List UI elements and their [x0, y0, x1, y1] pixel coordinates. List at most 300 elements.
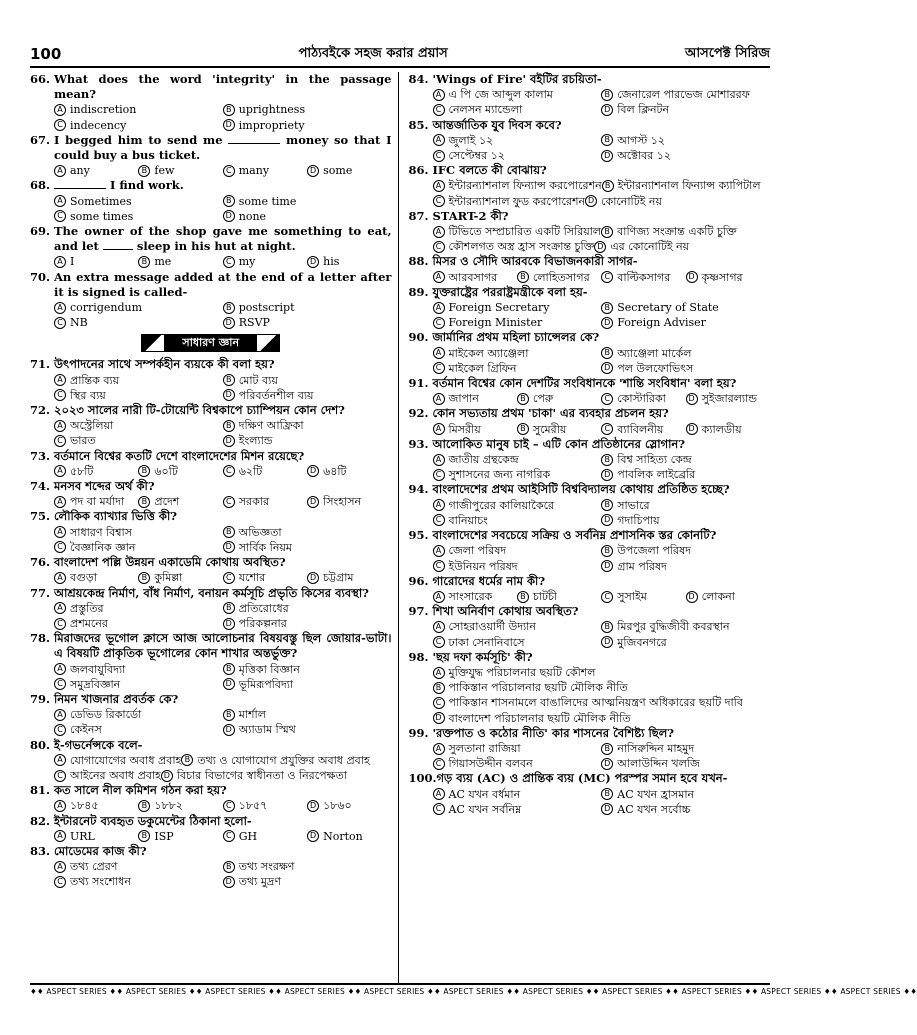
answer-option[interactable]	[54, 677, 223, 692]
option-letter-circle: D	[601, 362, 613, 374]
option-text: ব্যাবিলনীয়	[617, 422, 664, 436]
answer-option[interactable]	[223, 798, 307, 813]
question-text: বাংলাদেশ পল্লি উন্নয়ন একাডেমি কোথায় অবস্থিত?	[54, 555, 286, 570]
answer-option[interactable]	[307, 494, 391, 509]
answer-option[interactable]	[54, 300, 223, 315]
option-text: Foreign Secretary	[448, 301, 550, 315]
question-item	[409, 330, 771, 376]
option-letter-circle: A	[54, 861, 66, 873]
question-number: 83.	[30, 843, 51, 858]
answer-option[interactable]	[223, 874, 392, 889]
answer-option[interactable]	[433, 619, 602, 634]
answer-option[interactable]	[54, 418, 223, 433]
option-letter-circle: A	[433, 347, 445, 359]
answer-option[interactable]	[601, 315, 770, 330]
option-text: ঢাকা সেনানিবাসে	[448, 635, 525, 649]
answer-option[interactable]	[223, 102, 392, 117]
question-stem	[30, 72, 392, 102]
answer-option[interactable]	[223, 118, 392, 133]
answer-option[interactable]	[223, 707, 392, 722]
question-number: 93.	[408, 436, 429, 451]
answer-option[interactable]	[223, 300, 392, 315]
answer-option[interactable]	[138, 570, 222, 585]
option-letter-circle: D	[223, 210, 235, 222]
answer-option[interactable]	[433, 559, 602, 574]
option-letter-circle: D	[686, 423, 698, 435]
answer-options	[409, 787, 771, 817]
option-letter-circle: C	[54, 618, 66, 630]
answer-option[interactable]	[601, 589, 685, 604]
option-letter-circle: D	[601, 104, 613, 116]
question-stem	[30, 357, 392, 372]
answer-option[interactable]	[601, 391, 685, 406]
option-text: সিংহাসন	[323, 495, 362, 509]
option-letter-circle: A	[54, 602, 66, 614]
option-text: মৃত্তিকা বিজ্ঞান	[238, 662, 300, 676]
option-text: তথ্য ও যোগাযোগ প্রযুক্তির অবাধ প্রবাহ	[197, 753, 370, 767]
option-letter-circle: D	[585, 195, 597, 207]
question-text: উৎপাদনের সাথে সম্পর্কহীন ব্যয়কে কী বলা হয়?	[54, 357, 275, 372]
answer-option[interactable]	[517, 589, 601, 604]
question-number: 98.	[408, 649, 429, 664]
answer-options	[409, 87, 771, 117]
option-text: অক্টোবর ১২	[617, 149, 671, 163]
answer-option[interactable]	[601, 741, 770, 756]
option-text: AC যখন সর্বোচ্চ	[617, 802, 691, 816]
answer-option[interactable]	[433, 194, 586, 209]
option-text: ভারত	[70, 434, 96, 448]
answer-option[interactable]	[307, 570, 391, 585]
option-text: সুশাসনের জন্য নাগরিক	[448, 468, 551, 482]
answer-option[interactable]	[54, 662, 223, 677]
question-text: মোডেমের কাজ কী?	[54, 843, 147, 858]
answer-option[interactable]	[433, 498, 602, 513]
option-letter-circle: B	[223, 709, 235, 721]
answer-option[interactable]	[601, 543, 770, 558]
answer-option[interactable]	[433, 300, 602, 315]
option-letter-circle: D	[307, 465, 319, 477]
option-text: Secretary of State	[617, 301, 719, 315]
question-number: 81.	[30, 783, 51, 798]
option-text: RSVP	[238, 316, 270, 330]
answer-option[interactable]	[601, 756, 770, 771]
option-letter-circle: B	[601, 499, 613, 511]
answer-option[interactable]	[433, 680, 628, 695]
answer-option[interactable]	[223, 601, 392, 616]
option-letter-circle: B	[517, 271, 529, 283]
answer-option[interactable]	[54, 722, 223, 737]
answer-option[interactable]	[433, 391, 517, 406]
option-text: তথ্য প্রেরণ	[70, 860, 118, 874]
option-letter-circle: A	[433, 591, 445, 603]
page-header	[30, 42, 770, 68]
option-text: জাতীয় গ্রন্থকেন্দ্র	[448, 453, 519, 467]
question-item	[409, 482, 771, 528]
answer-option[interactable]	[223, 254, 307, 269]
question-text: কত সালে নীল কমিশন গঠন করা হয়?	[54, 783, 227, 798]
question-text: 'ছয় দফা কর্মসূচি' কী?	[432, 649, 533, 664]
answer-option[interactable]	[601, 346, 770, 361]
option-letter-circle: B	[138, 572, 150, 584]
question-item	[409, 771, 771, 817]
answer-option[interactable]	[138, 464, 222, 479]
option-letter-circle: C	[601, 591, 613, 603]
answer-option[interactable]	[433, 133, 602, 148]
answer-option[interactable]	[138, 798, 222, 813]
option-letter-circle: D	[307, 256, 319, 268]
question-stem	[409, 72, 771, 87]
option-text: GH	[238, 829, 258, 843]
answer-option[interactable]	[223, 540, 392, 555]
option-text: me	[154, 255, 172, 269]
answer-option[interactable]	[433, 695, 743, 710]
answer-options	[409, 589, 771, 604]
answer-option[interactable]	[433, 741, 602, 756]
answer-option[interactable]	[54, 768, 161, 783]
question-item	[30, 133, 392, 179]
option-text: ৫৮টি	[70, 464, 94, 478]
option-text: uprightness	[238, 103, 306, 117]
answer-option[interactable]	[54, 859, 223, 874]
answer-option[interactable]	[223, 418, 392, 433]
answer-option[interactable]	[433, 346, 602, 361]
answer-option[interactable]	[601, 467, 770, 482]
option-letter-circle: D	[223, 389, 235, 401]
answer-option[interactable]	[138, 254, 222, 269]
answer-option[interactable]	[433, 102, 602, 117]
answer-option[interactable]	[433, 467, 602, 482]
answer-option[interactable]	[223, 722, 392, 737]
answer-option[interactable]	[223, 209, 392, 224]
answer-option[interactable]	[223, 859, 392, 874]
answer-options	[409, 391, 771, 406]
answer-option[interactable]	[594, 239, 689, 254]
question-text: লৌকিক ব্যাখ্যার ভিত্তি কী?	[54, 509, 177, 524]
answer-option[interactable]	[433, 787, 602, 802]
option-letter-circle: A	[54, 572, 66, 584]
question-stem	[409, 285, 771, 300]
answer-option[interactable]	[433, 802, 602, 817]
answer-option[interactable]	[54, 874, 223, 889]
option-text: অস্ট্রেলিয়া	[70, 419, 114, 433]
answer-option[interactable]	[223, 373, 392, 388]
option-letter-circle: B	[601, 226, 613, 238]
answer-option[interactable]	[54, 464, 138, 479]
section-ornament-left	[142, 335, 164, 351]
answer-option[interactable]	[686, 589, 770, 604]
answer-option[interactable]	[54, 829, 138, 844]
option-text: সাধারণ বিশ্বাস	[70, 525, 133, 539]
answer-option[interactable]	[517, 270, 601, 285]
option-letter-circle: C	[54, 435, 66, 447]
answer-option[interactable]	[223, 525, 392, 540]
general-knowledge-questions	[30, 357, 392, 889]
option-text: প্রতিরোধের	[238, 601, 289, 615]
option-letter-circle: B	[601, 788, 613, 800]
answer-option[interactable]	[54, 102, 223, 117]
answer-option[interactable]	[601, 498, 770, 513]
option-text: গ্রাম পরিষদ	[617, 559, 667, 573]
question-stem	[409, 482, 771, 497]
option-text: সার্বিক নিয়ম	[238, 540, 292, 554]
answer-option[interactable]	[433, 422, 517, 437]
answer-option[interactable]	[223, 464, 307, 479]
option-letter-circle: C	[433, 195, 445, 207]
answer-option[interactable]	[54, 315, 223, 330]
answer-option[interactable]	[601, 513, 770, 528]
option-letter-circle: A	[433, 454, 445, 466]
answer-option[interactable]	[433, 543, 602, 558]
option-letter-circle: C	[601, 393, 613, 405]
option-letter-circle: C	[223, 256, 235, 268]
option-letter-circle: B	[223, 374, 235, 386]
answer-option[interactable]	[517, 391, 601, 406]
answer-option[interactable]	[223, 315, 392, 330]
question-item	[30, 449, 392, 479]
option-text: ডেভিড রিকার্ডো	[70, 708, 142, 722]
answer-option[interactable]	[686, 391, 770, 406]
answer-option[interactable]	[601, 635, 770, 650]
question-item	[30, 403, 392, 449]
option-text: I	[70, 255, 75, 269]
answer-options	[30, 102, 392, 132]
option-text: নেলসন ম্যান্ডেলা	[448, 103, 523, 117]
option-letter-circle: B	[138, 256, 150, 268]
option-letter-circle: C	[433, 514, 445, 526]
question-number: 92.	[408, 406, 429, 421]
answer-option[interactable]	[601, 787, 770, 802]
answer-option[interactable]	[433, 87, 602, 102]
option-letter-circle: B	[601, 454, 613, 466]
answer-option[interactable]	[54, 570, 138, 585]
option-text: এ পি জে আব্দুল কালাম	[448, 88, 553, 102]
answer-option[interactable]	[307, 464, 391, 479]
option-text: মাইকেল অ্যাঞ্জেলা	[448, 346, 529, 360]
answer-option[interactable]	[54, 194, 223, 209]
answer-option[interactable]	[54, 373, 223, 388]
question-item	[409, 376, 771, 406]
option-letter-circle: B	[223, 420, 235, 432]
option-text: Norton	[323, 829, 363, 843]
option-text: ১৮৪৫	[70, 799, 99, 813]
answer-option[interactable]	[601, 361, 770, 376]
answer-option[interactable]	[601, 224, 737, 239]
question-text: কোন সভ্যতায় প্রথম 'চাকা' এর ব্যবহার প্রচলন হয়?	[432, 406, 669, 421]
option-letter-circle: A	[54, 709, 66, 721]
option-text: সুলতানা রাজিয়া	[448, 741, 521, 755]
answer-option[interactable]	[54, 254, 138, 269]
option-text: বাংলাদেশ পরিচালনার ছয়টি মৌলিক নীতি	[448, 711, 631, 725]
question-text: গড় ব্যয় (AC) ও প্রান্তিক ব্যয় (MC) পরস্পর সমান হবে যখন-	[436, 771, 728, 786]
answer-option[interactable]	[601, 619, 770, 634]
option-text: indiscretion	[70, 103, 137, 117]
section-title: সাধারণ জ্ঞান	[164, 335, 257, 351]
answer-option[interactable]	[433, 270, 517, 285]
option-letter-circle: D	[223, 119, 235, 131]
option-letter-circle: D	[601, 514, 613, 526]
answer-option[interactable]	[161, 768, 347, 783]
option-text: ইউনিয়ন পরিষদ	[448, 559, 518, 573]
option-text: সেপ্টেম্বর ১২	[448, 149, 505, 163]
option-text: বাল্টিকসাগর	[617, 270, 671, 284]
answer-option[interactable]	[433, 361, 602, 376]
option-letter-circle: B	[223, 104, 235, 116]
question-stem	[30, 403, 392, 418]
answer-option[interactable]	[54, 601, 223, 616]
question-stem	[30, 270, 392, 300]
question-text: ইন্টারনেট ব্যবহৃত ডকুমেন্টের ঠিকানা হলো-	[54, 813, 252, 828]
question-item	[409, 163, 771, 209]
question-stem	[409, 574, 771, 589]
question-number: 87.	[408, 208, 429, 223]
answer-option[interactable]	[223, 616, 392, 631]
answer-option[interactable]	[601, 422, 685, 437]
answer-option[interactable]	[601, 559, 770, 574]
answer-option[interactable]	[54, 753, 181, 768]
question-number: 77.	[30, 585, 51, 600]
answer-blank	[228, 134, 280, 144]
answer-option[interactable]	[54, 494, 138, 509]
answer-option[interactable]	[223, 163, 307, 178]
answer-option[interactable]	[54, 707, 223, 722]
answer-options	[409, 619, 771, 649]
option-text: বিল ক্লিনটন	[617, 103, 670, 117]
option-letter-circle: C	[433, 636, 445, 648]
option-text: নাসিরুদ্দিন মাহমুদ	[617, 741, 695, 755]
answer-option[interactable]	[54, 616, 223, 631]
option-text: তথ্য মুদ্রণ	[238, 875, 281, 889]
answer-option[interactable]	[307, 163, 391, 178]
answer-option[interactable]	[181, 753, 369, 768]
question-number: 88.	[408, 254, 429, 269]
question-number: 73.	[30, 448, 51, 463]
option-letter-circle: C	[601, 271, 613, 283]
answer-option[interactable]	[307, 254, 391, 269]
option-letter-circle: C	[54, 770, 66, 782]
answer-option[interactable]	[307, 798, 391, 813]
answer-option[interactable]	[138, 829, 222, 844]
option-text: জুলাই ১২	[448, 133, 494, 147]
answer-option[interactable]	[601, 102, 770, 117]
answer-option[interactable]	[433, 224, 602, 239]
answer-option[interactable]	[223, 194, 392, 209]
answer-option[interactable]	[433, 589, 517, 604]
answer-option[interactable]	[602, 178, 761, 193]
answer-option[interactable]	[433, 665, 596, 680]
answer-option[interactable]	[223, 388, 392, 403]
question-item	[409, 726, 771, 772]
answer-option[interactable]	[433, 452, 602, 467]
option-text: NB	[70, 316, 88, 330]
answer-option[interactable]	[223, 829, 307, 844]
answer-option[interactable]	[601, 133, 770, 148]
answer-option[interactable]	[223, 677, 392, 692]
question-item	[30, 509, 392, 555]
question-text-part: I begged him to send me	[54, 132, 229, 147]
answer-option[interactable]	[223, 662, 392, 677]
answer-options	[409, 270, 771, 285]
question-number: 68.	[30, 178, 51, 193]
answer-option[interactable]	[223, 433, 392, 448]
question-item	[30, 844, 392, 890]
option-letter-circle: A	[433, 423, 445, 435]
option-text: বগুড়া	[70, 571, 97, 585]
question-number: 100.	[408, 771, 437, 786]
question-item	[409, 437, 771, 483]
answer-option[interactable]	[433, 148, 602, 163]
option-text: কোনোটিই নয়	[601, 194, 662, 208]
option-letter-circle: B	[223, 602, 235, 614]
question-text: START-2 কী?	[432, 208, 509, 223]
answer-option[interactable]	[307, 829, 391, 844]
answer-option[interactable]	[601, 270, 685, 285]
option-text: উপজেলা পরিষদ	[617, 544, 691, 558]
answer-option[interactable]	[223, 494, 307, 509]
answer-option[interactable]	[433, 315, 602, 330]
answer-option[interactable]	[54, 798, 138, 813]
answer-option[interactable]	[601, 87, 770, 102]
answer-options	[409, 300, 771, 330]
question-item	[409, 118, 771, 164]
option-letter-circle: A	[433, 621, 445, 633]
answer-option[interactable]	[585, 194, 662, 209]
answer-option[interactable]	[54, 209, 223, 224]
question-item	[409, 209, 771, 255]
option-letter-circle: B	[601, 347, 613, 359]
option-text: প্রস্তুতির	[70, 601, 104, 615]
answer-option[interactable]	[601, 300, 770, 315]
answer-option[interactable]	[433, 239, 595, 254]
answer-option[interactable]	[601, 802, 770, 817]
answer-option[interactable]	[686, 422, 770, 437]
option-letter-circle: C	[54, 119, 66, 131]
answer-option[interactable]	[433, 711, 631, 726]
answer-options	[409, 452, 771, 482]
answer-option[interactable]	[54, 525, 223, 540]
answer-option[interactable]	[54, 540, 223, 555]
option-letter-circle: A	[54, 800, 66, 812]
answer-option[interactable]	[686, 270, 770, 285]
answer-option[interactable]	[433, 513, 602, 528]
option-letter-circle: A	[54, 754, 66, 766]
question-stem	[409, 771, 771, 786]
answer-option[interactable]	[54, 163, 138, 178]
option-text: ৬০টি	[154, 464, 178, 478]
answer-option[interactable]	[54, 388, 223, 403]
question-item	[409, 254, 771, 284]
question-text: বর্তমানে বিশ্বের কতটি দেশে বাংলাদেশের মিশন রয়েছে?	[54, 448, 305, 463]
answer-option[interactable]	[138, 163, 222, 178]
answer-option[interactable]	[54, 433, 223, 448]
option-text: পদ বা মর্যাদা	[70, 495, 125, 509]
answer-option[interactable]	[433, 178, 602, 193]
option-text: প্রশমনের	[70, 616, 108, 630]
answer-options	[30, 753, 392, 783]
question-stem	[409, 528, 771, 543]
answer-option[interactable]	[433, 635, 602, 650]
answer-option[interactable]	[433, 756, 602, 771]
answer-option[interactable]	[517, 422, 601, 437]
answer-option[interactable]	[601, 452, 770, 467]
question-number: 66.	[30, 72, 51, 86]
option-letter-circle: C	[433, 317, 445, 329]
answer-option[interactable]	[601, 148, 770, 163]
answer-option[interactable]	[223, 570, 307, 585]
answer-option[interactable]	[138, 494, 222, 509]
option-text: আরবসাগর	[448, 270, 498, 284]
answer-option[interactable]	[54, 118, 223, 133]
answer-options	[30, 570, 392, 585]
